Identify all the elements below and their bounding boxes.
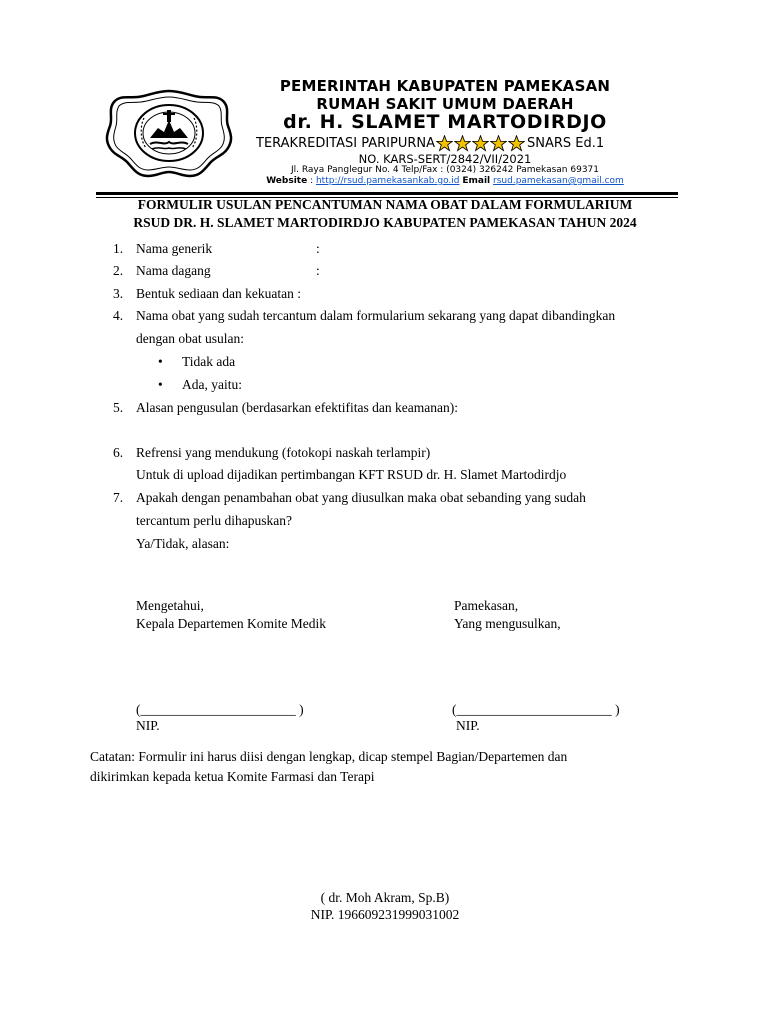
star-icon bbox=[454, 135, 471, 152]
item-7-label-line2: tercantum perlu dihapuskan? bbox=[136, 513, 292, 528]
item-2-label: Nama dagang bbox=[136, 263, 211, 278]
item-6-label-line1: Refrensi yang mendukung (fotokopi naskah terlampir) bbox=[136, 445, 431, 460]
item-1-label: Nama generik bbox=[136, 241, 213, 256]
bullet-icon: • bbox=[158, 354, 163, 369]
item-6-label-line2: Untuk di upload dijadikan pertimbangan KFT RSUD dr. H. Slamet Martodirdjo bbox=[136, 467, 567, 482]
bullet-icon: • bbox=[158, 377, 163, 392]
kars-certificate: NO. KARS-SERT/2842/VII/2021 bbox=[358, 152, 532, 166]
star-icon bbox=[508, 135, 525, 152]
item-7-label-line1: Apakah dengan penambahan obat yang diusulkan maka obat sebanding yang sudah bbox=[136, 490, 586, 505]
item-1-number: 1. bbox=[113, 241, 124, 256]
form-title-line1: FORMULIR USULAN PENCANTUMAN NAMA OBAT DALAM FORMULARIUM bbox=[137, 197, 633, 212]
item-3-label: Bentuk sediaan dan kekuatan : bbox=[136, 286, 301, 301]
signature-right-blank: (_______________________ ) bbox=[452, 702, 620, 717]
item-4-option-yes: Ada, yaitu: bbox=[182, 377, 242, 392]
item-4-number: 4. bbox=[113, 308, 124, 323]
item-4-option-none: Tidak ada bbox=[182, 354, 236, 369]
signature-left-blank: (_______________________ ) bbox=[136, 702, 304, 717]
accreditation-standard: SNARS Ed.1 bbox=[527, 136, 605, 151]
item-5-label: Alasan pengusulan (berdasarkan efektifitas dan keamanan): bbox=[136, 400, 458, 415]
form-note bbox=[90, 747, 710, 787]
accreditation-line bbox=[256, 135, 604, 152]
accreditation-label: TERAKREDITASI PARIPURNA bbox=[256, 136, 435, 151]
header-hospital-name: dr. H. SLAMET MARTODIRDJO bbox=[283, 111, 607, 133]
item-2-number: 2. bbox=[113, 263, 124, 278]
form-note-line1: Catatan: Formulir ini harus diisi dengan lengkap, dicap stempel Bagian/Departemen dan bbox=[90, 749, 568, 764]
star-icon bbox=[490, 135, 507, 152]
form-title-line2: RSUD DR. H. SLAMET MARTODIRDJO KABUPATEN PAMEKASAN TAHUN 2024 bbox=[133, 215, 637, 230]
contact-line bbox=[200, 176, 690, 186]
star-icon bbox=[436, 135, 453, 152]
header-divider-thick bbox=[96, 192, 678, 195]
item-5-number: 5. bbox=[113, 400, 124, 415]
website-separator: : bbox=[307, 176, 316, 186]
item-7-label-line3: Ya/Tidak, alasan: bbox=[136, 536, 230, 551]
accreditation-stars bbox=[436, 135, 526, 152]
form-title bbox=[60, 196, 710, 232]
star-icon bbox=[472, 135, 489, 152]
item-4-label-line2: dengan obat usulan: bbox=[136, 331, 244, 346]
email-label: Email bbox=[462, 176, 491, 186]
item-1-colon: : bbox=[316, 241, 320, 256]
item-4-label-line1: Nama obat yang sudah tercantum dalam formularium sekarang yang dapat dibandingkan bbox=[136, 308, 616, 323]
signature-right-place: Pamekasan, bbox=[454, 598, 519, 613]
website-link[interactable]: http://rsud.pamekasankab.go.id bbox=[315, 176, 460, 186]
form-note-line2: dikirimkan kepada ketua Komite Farmasi dan Terapi bbox=[90, 769, 375, 784]
final-signer-name: ( dr. Moh Akram, Sp.B) bbox=[320, 890, 450, 905]
item-6-number: 6. bbox=[113, 445, 124, 460]
item-7-number: 7. bbox=[113, 490, 124, 505]
email-link[interactable]: rsud.pamekasan@gmail.com bbox=[493, 176, 624, 186]
signature-right-role: Yang mengusulkan, bbox=[454, 616, 561, 631]
item-3-number: 3. bbox=[113, 286, 124, 301]
signature-left-greeting: Mengetahui, bbox=[136, 598, 204, 613]
final-signer-nip: NIP. 196609231999031002 bbox=[310, 907, 460, 922]
signature-left-role: Kepala Departemen Komite Medik bbox=[136, 616, 327, 631]
header-government: PEMERINTAH KABUPATEN PAMEKASAN bbox=[279, 77, 611, 95]
website-label: Website bbox=[266, 176, 308, 186]
header-hospital-type: RUMAH SAKIT UMUM DAERAH bbox=[316, 95, 574, 113]
item-2-colon: : bbox=[316, 263, 320, 278]
signature-left-nip: NIP. bbox=[136, 718, 160, 733]
signature-right-nip: NIP. bbox=[456, 718, 480, 733]
hospital-address: Jl. Raya Panglegur No. 4 Telp/Fax : (0324) 326242 Pamekasan 69371 bbox=[290, 165, 600, 175]
